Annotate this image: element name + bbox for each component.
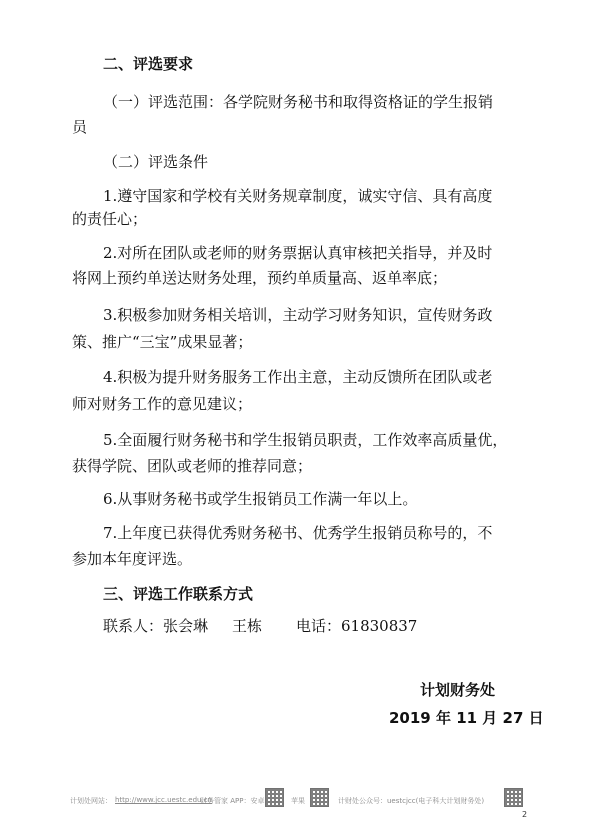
paragraph-scope: [103, 93, 519, 111]
footer-app-label: 财务管家 APP：安卓: [200, 797, 265, 805]
qr-code-icon: [310, 788, 329, 807]
paragraph-continuation: 员: [72, 118, 88, 136]
section-heading-requirements: 二、评选要求: [103, 55, 194, 73]
signature-date: 2019 年 11 月 27 日: [389, 709, 544, 727]
condition-item-1-cont: 的责任心；: [72, 210, 148, 228]
section-heading-contact: 三、评选工作联系方式: [103, 585, 254, 603]
contact-person: 联系人：张会琳: [103, 617, 209, 635]
condition-item-2-cont: 将网上预约单送达财务处理，预约单质量高、返单率底；: [72, 269, 448, 287]
qr-code-icon: [265, 788, 284, 807]
paragraph-text: （一）评选范围：各学院财务秘书和取得资格证的学生报销: [103, 93, 494, 111]
signature-org: 计划财务处: [420, 681, 496, 699]
footer-site-link[interactable]: http://www.jcc.uestc.edu.cn: [115, 796, 212, 804]
condition-item-2: 2.对所在团队或老师的财务票据认真审核把关指导，并及时: [103, 244, 493, 262]
page-footer: [0, 788, 594, 808]
condition-item-4: 4.积极为提升财务服务工作出主意，主动反馈所在团队或老: [103, 368, 493, 386]
condition-item-7: 7.上年度已获得优秀财务秘书、优秀学生报销员称号的，不: [103, 524, 493, 542]
condition-item-1: 1.遵守国家和学校有关财务规章制度，诚实守信、具有高度: [103, 187, 493, 205]
condition-item-7-cont: 参加本年度评选。: [72, 550, 193, 568]
footer-apple-label: 苹果: [291, 797, 305, 805]
page-number: 2: [522, 810, 528, 819]
condition-item-3: 3.积极参加财务相关培训，主动学习财务知识，宣传财务政: [103, 306, 493, 324]
footer-wechat-label: 计财处公众号：uestcjcc(电子科大计划财务处): [338, 797, 485, 805]
condition-item-6: 6.从事财务秘书或学生报销员工作满一年以上。: [103, 490, 418, 508]
condition-item-4-cont: 师对财务工作的意见建议；: [72, 395, 253, 413]
contact-person-2: 王栋: [232, 617, 263, 635]
condition-item-5-cont: 获得学院、团队或老师的推荐同意；: [72, 457, 313, 475]
subheading-conditions: （二）评选条件: [103, 153, 209, 171]
contact-phone: 电话：61830837: [296, 617, 418, 635]
footer-site-label: 计划处网站：: [70, 797, 112, 805]
condition-item-5: 5.全面履行财务秘书和学生报销员职责，工作效率高质量优，: [103, 431, 508, 449]
qr-code-icon: [504, 788, 523, 807]
condition-item-3-cont: 策、推广“三宝”成果显著；: [72, 333, 253, 351]
